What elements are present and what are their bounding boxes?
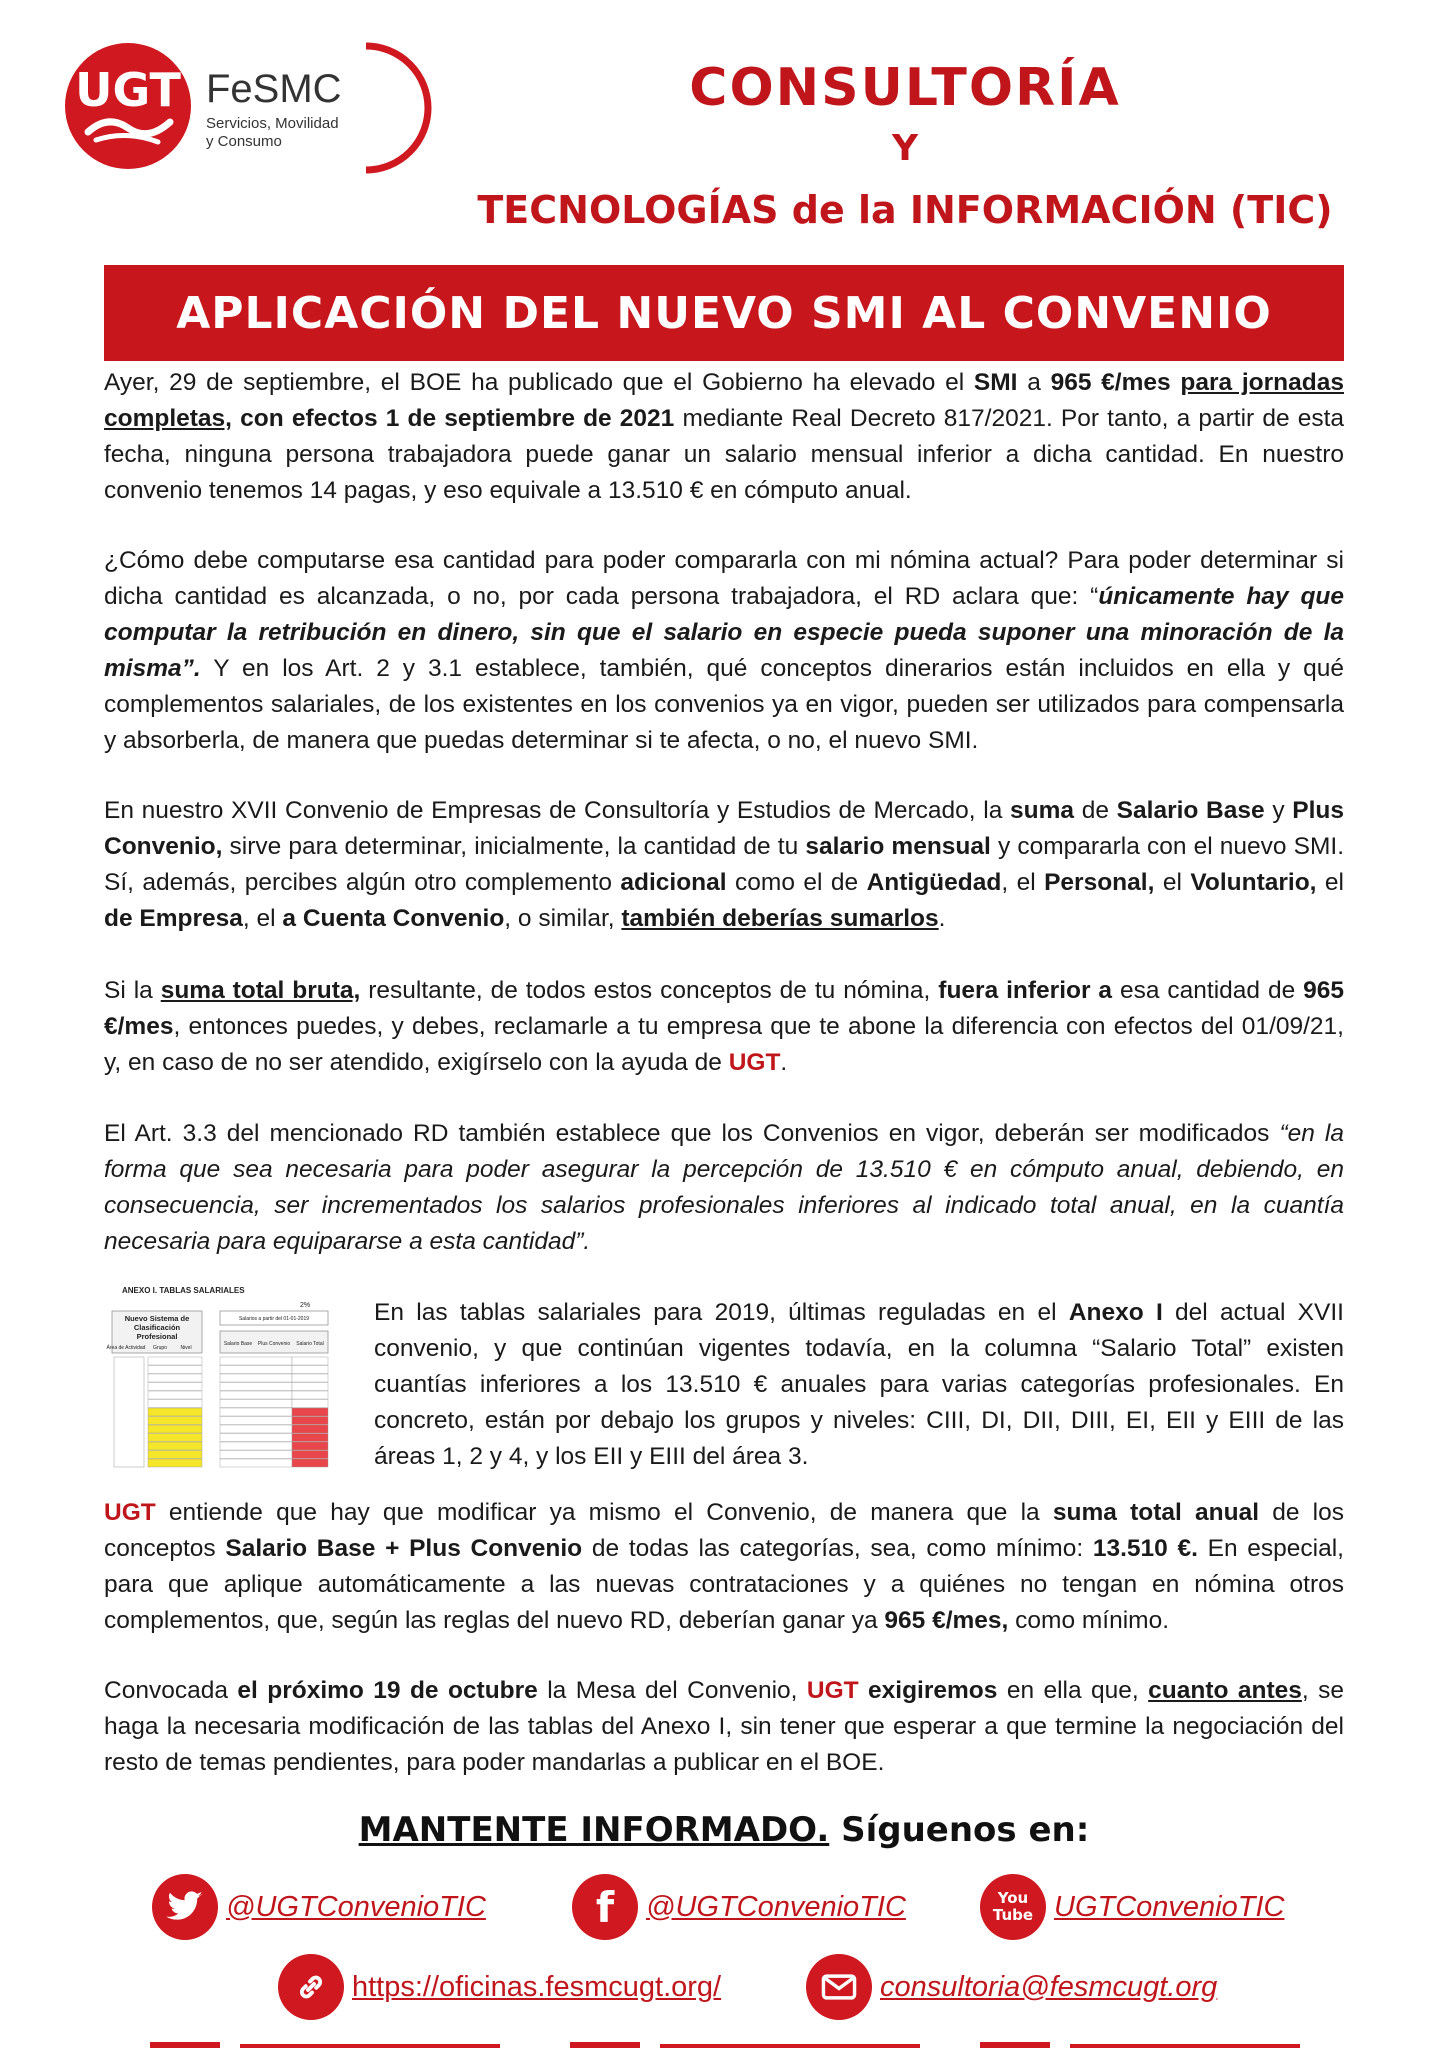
thumb-row-mid bbox=[220, 1383, 292, 1391]
title-banner: APLICACIÓN DEL NUEVO SMI AL CONVENIO bbox=[104, 265, 1344, 361]
thumb-row-total bbox=[292, 1374, 328, 1382]
youtube-link[interactable] bbox=[980, 1874, 1284, 1940]
thumb-row-left bbox=[148, 1400, 202, 1408]
thumb-row-total bbox=[292, 1408, 328, 1416]
svg-text:Salario Total: Salario Total bbox=[296, 1341, 324, 1347]
website-link[interactable] bbox=[278, 1954, 721, 2020]
mail-icon bbox=[806, 1954, 872, 2020]
header-connector: Y bbox=[891, 128, 919, 169]
salary-table-thumbnail bbox=[106, 1283, 352, 1468]
thumb-row-mid bbox=[220, 1366, 292, 1374]
link-icon bbox=[278, 1954, 344, 2020]
svg-text:Grupo: Grupo bbox=[153, 1345, 167, 1351]
thumb-row-mid bbox=[220, 1434, 292, 1442]
thumb-row-mid bbox=[220, 1400, 292, 1408]
thumb-row-total bbox=[292, 1357, 328, 1365]
thumb-row-left bbox=[148, 1383, 202, 1391]
twitter-handle[interactable]: @UGTConvenioTIC bbox=[226, 1890, 486, 1923]
thumb-row-total bbox=[292, 1391, 328, 1399]
thumb-pct: 2% bbox=[300, 1302, 311, 1309]
thumb-title: ANEXO I. TABLAS SALARIALES bbox=[122, 1286, 245, 1295]
svg-text:Clasificación: Clasificación bbox=[133, 1323, 181, 1332]
svg-text:Área de Actividad: Área de Actividad bbox=[106, 1345, 146, 1351]
thumb-row-mid bbox=[220, 1459, 292, 1467]
facebook-handle[interactable]: @UGTConvenioTIC bbox=[646, 1890, 906, 1923]
paragraph-1: Ayer, 29 de septiembre, el BOE ha publicado que el Gobierno ha elevado el SMI a 965 €/mes para jornadas completas, con efectos 1 de septiembre de 2021 mediante Real Decreto 817/2021. Por tanto, a partir de esta fecha, ninguna persona trabajadora puede ganar un salario mensual inferior a dicha cantidad. En nuestro convenio tenemos 14 pagas, y eso equivale a 13.510 € en cómputo anual. bbox=[104, 369, 1345, 504]
paragraph-4: Si la suma total bruta, resultante, de todos estos conceptos de tu nómina, fuera inferior a esa cantidad de 965 €/mes, entonces puedes, y debes, reclamarle a tu empresa que te abone la diferencia con efectos del 01/09/21, y, en caso de no ser atendido, exigírselo con la ayuda de UGT. bbox=[104, 977, 1345, 1076]
thumb-row-total bbox=[292, 1417, 328, 1425]
paragraph-7: UGT entiende que hay que modificar ya mismo el Convenio, de manera que la suma total anual de los conceptos Salario Base + Plus Convenio de todas las categorías, sea, como mínimo: 13.510 €. En especial, para que aplique automáticamente a las nuevas contrataciones y a quiénes no tengan en nómina otros complementos, que, según las reglas del nuevo RD, deberían ganar ya 965 €/mes, como mínimo. bbox=[104, 1499, 1344, 1634]
thumb-row-total bbox=[292, 1442, 328, 1450]
svg-text:Salario Base: Salario Base bbox=[223, 1341, 253, 1347]
svg-text:Nuevo Sistema de: Nuevo Sistema de bbox=[124, 1314, 190, 1323]
logo-sub1: Servicios, Movilidad bbox=[206, 115, 339, 132]
thumb-row-total bbox=[292, 1459, 328, 1467]
bottom-cutoff-strip bbox=[150, 2036, 1300, 2048]
paragraph-2: ¿Cómo debe computarse esa cantidad para poder compararla con mi nómina actual? Para poder determinar si dicha cantidad es alcanzada, o no, por cada persona trabajadora, el RD aclara que: “únicamente hay que computar la retribución en dinero, sin que el salario en especie pueda suponer una minoración de la misma”. Y en los Art. 2 y 3.1 establece, también, qué conceptos dinerarios están incluidos en ella y qué complementos salariales, de los existentes en los convenios ya en vigor, pueden ser utilizados para compensarla y absorberla, de manera que puedas determinar si te afecta, o no, el nuevo SMI. bbox=[104, 547, 1344, 754]
thumb-row-mid bbox=[220, 1408, 292, 1416]
thumb-row-left bbox=[148, 1357, 202, 1365]
thumb-row-total bbox=[292, 1383, 328, 1391]
thumb-row-mid bbox=[220, 1357, 292, 1365]
thumb-row-left bbox=[148, 1434, 202, 1442]
follow-heading: MANTENTE INFORMADO. Síguenos en: bbox=[358, 1810, 1090, 1850]
thumb-row-total bbox=[292, 1400, 328, 1408]
header-subtitle: TECNOLOGÍAS de la INFORMACIÓN (TIC) bbox=[477, 188, 1333, 232]
svg-text:Profesional: Profesional bbox=[136, 1332, 178, 1341]
thumb-row-mid bbox=[220, 1442, 292, 1450]
thumb-row-left bbox=[148, 1374, 202, 1382]
email-link[interactable] bbox=[806, 1954, 1217, 2020]
thumb-row-mid bbox=[220, 1451, 292, 1459]
paragraph-8: Convocada el próximo 19 de octubre la Mesa del Convenio, UGT exigiremos en ella que, cuanto antes, se haga la necesaria modificación de las tablas del Anexo I, sin tener que esperar a que termine la negociación del resto de temas pendientes, para poder mandarlas a publicar en el BOE. bbox=[104, 1677, 1344, 1776]
thumb-row-left bbox=[148, 1391, 202, 1399]
thumb-row-left bbox=[148, 1366, 202, 1374]
youtube-channel[interactable]: UGTConvenioTIC bbox=[1054, 1890, 1285, 1923]
thumb-row-total bbox=[292, 1451, 328, 1459]
twitter-link[interactable] bbox=[152, 1874, 486, 1940]
thumb-row-left bbox=[148, 1459, 202, 1467]
website-url[interactable]: https://oficinas.fesmcugt.org/ bbox=[352, 1970, 722, 2003]
paragraph-6: En las tablas salariales para 2019, últimas reguladas en el Anexo I del actual XVII convenio, y que continúan vigentes todavía, en la columna “Salario Total” existen cuantías inferiores a los 13.510 € anuales para varias categorías profesionales. En concreto, están por debajo los grupos y niveles: CIII, DI, DII, DIII, EI, EII y EIII de las áreas 1, 2 y 4, y los EII y EIII del área 3. bbox=[374, 1299, 1344, 1470]
svg-text:Nivel: Nivel bbox=[180, 1345, 192, 1351]
thumb-row-left bbox=[148, 1451, 202, 1459]
thumb-row-total bbox=[292, 1366, 328, 1374]
paragraph-3: En nuestro XVII Convenio de Empresas de Consultoría y Estudios de Mercado, la suma de Salario Base y Plus Convenio, sirve para determinar, inicialmente, la cantidad de tu salario mensual y compararla con el nuevo SMI. Sí, además, percibes algún otro complemento adicional como el de Antigüedad, el Personal, el Voluntario, el de Empresa, el a Cuenta Convenio, o similar, también deberías sumarlos. bbox=[104, 797, 1345, 932]
thumb-row-total bbox=[292, 1434, 328, 1442]
facebook-link[interactable] bbox=[572, 1874, 906, 1940]
email-address[interactable]: consultoria@fesmcugt.org bbox=[880, 1970, 1218, 2003]
thumb-row-left bbox=[148, 1408, 202, 1416]
ugt-fesmc-logo bbox=[66, 40, 406, 175]
svg-text:Plus Convenio: Plus Convenio bbox=[257, 1341, 291, 1347]
thumb-row-total bbox=[292, 1425, 328, 1433]
thumb-area-column bbox=[114, 1357, 144, 1467]
thumb-row-left bbox=[148, 1417, 202, 1425]
thumb-row-mid bbox=[220, 1425, 292, 1433]
twitter-icon bbox=[152, 1874, 218, 1940]
thumb-row-mid bbox=[220, 1374, 292, 1382]
youtube-icon: You Tube bbox=[980, 1874, 1046, 1940]
thumb-row-mid bbox=[220, 1391, 292, 1399]
svg-text:Salarios a partir del 01-01-20: Salarios a partir del 01-01-2019 bbox=[238, 1316, 310, 1322]
thumb-row-mid bbox=[220, 1417, 292, 1425]
paragraph-5: El Art. 3.3 del mencionado RD también establece que los Convenios en vigor, deberán ser modificados “en la forma que sea necesaria para poder asegurar la percepción de 13.510 € en cómputo anual, debiendo, en consecuencia, ser incrementados los salarios profesionales inferiores al indicado total anual, en la cuantía necesaria para equipararse a esta cantidad”. bbox=[104, 1120, 1344, 1255]
thumb-row-left bbox=[148, 1425, 202, 1433]
logo-ugt-text: UGT bbox=[75, 63, 181, 117]
facebook-icon: f bbox=[572, 1874, 638, 1940]
logo-name: FeSMC bbox=[206, 67, 342, 111]
header-title: CONSULTORÍA bbox=[689, 58, 1121, 118]
thumb-row-left bbox=[148, 1442, 202, 1450]
logo-sub2: y Consumo bbox=[206, 133, 282, 150]
